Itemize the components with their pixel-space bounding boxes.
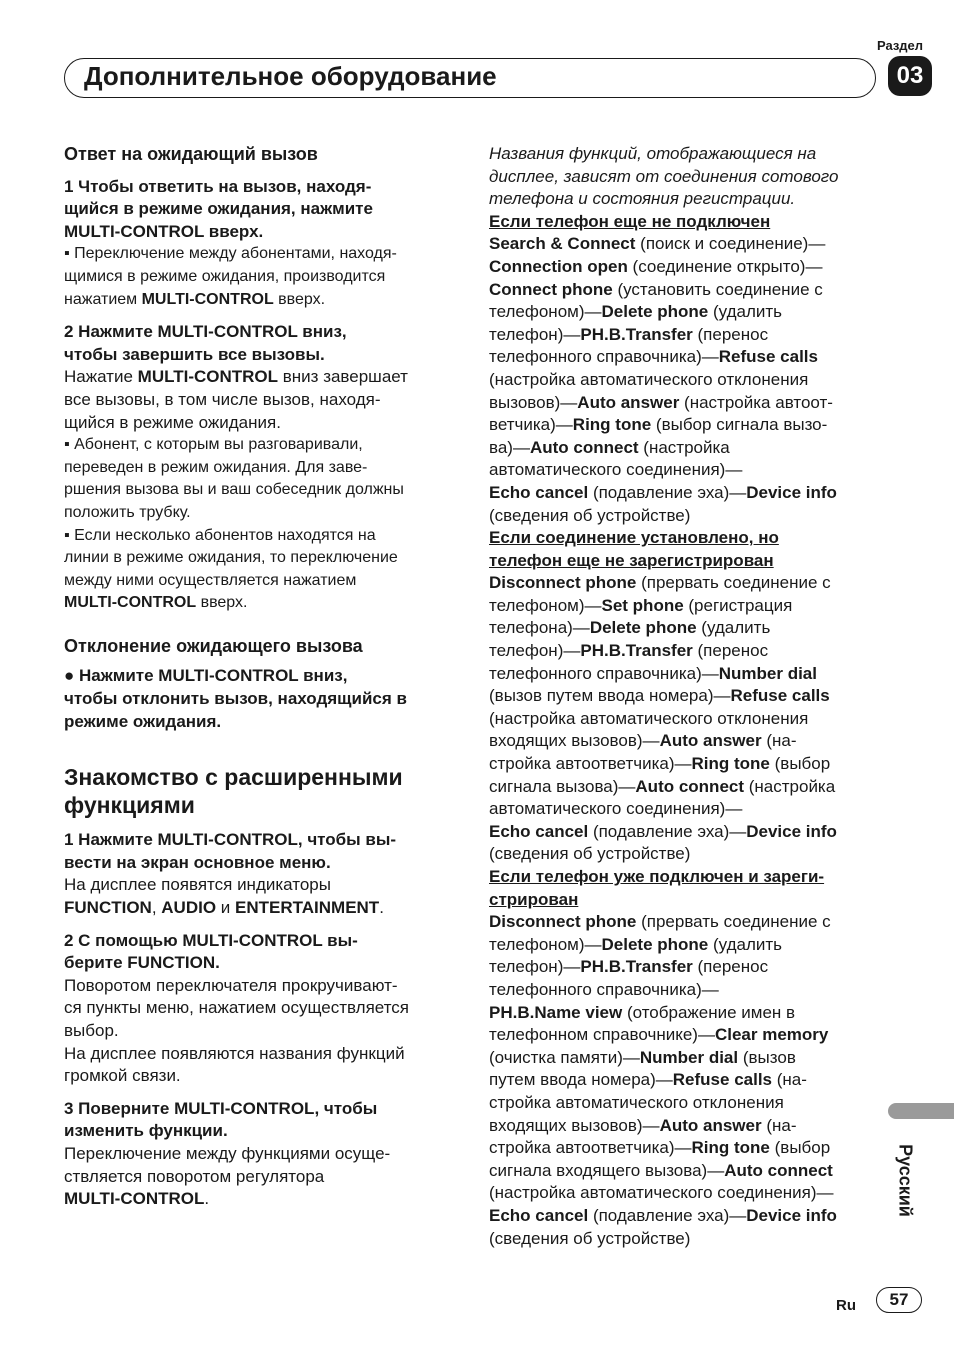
function-line: (настройка автоматического отклонения: [489, 708, 809, 728]
note-line: ршения вызова вы и ваш собеседник должны: [64, 481, 404, 499]
language-side-label: Русский: [895, 1144, 916, 1217]
step-line: вести на экран основное меню.: [64, 852, 331, 872]
function-line: Connection open (соединение открыто)—: [489, 256, 823, 276]
reject-step-line: ● Нажмите MULTI-CONTROL вниз,: [64, 666, 348, 686]
function-line: сигнала вызова)—Auto connect (настройка: [489, 776, 836, 796]
function-line: (сведения об устройстве): [489, 505, 691, 525]
function-line: телефоном)—Delete phone (удалить: [489, 302, 783, 322]
function-line: ва)—Auto connect (настройка: [489, 437, 730, 457]
page-number: 57: [876, 1287, 922, 1313]
heading-answer-waiting-call: Ответ на ожидающий вызов: [64, 144, 318, 164]
body-line: все вызовы, в том числе вызов, находя-: [64, 389, 381, 409]
note-line: между ними осуществляется нажатием: [64, 571, 357, 589]
function-line: (очистка памяти)—Number dial (вызов: [489, 1047, 796, 1067]
body-line: ствляется поворотом регулятора: [64, 1166, 325, 1186]
body-line: выбор.: [64, 1021, 119, 1040]
right-column: [489, 143, 889, 1250]
function-line: телефонного справочника)—Refuse calls: [489, 347, 818, 367]
function-line: стройка автоответчика)—Ring tone (выбор: [489, 1138, 831, 1158]
step-line: берите FUNCTION.: [64, 953, 220, 973]
function-line: (настройка автоматического соединения)—: [489, 1183, 834, 1203]
heading-advanced-functions: функциями: [64, 792, 195, 819]
function-line: Disconnect phone (прервать соединение с: [489, 912, 831, 932]
function-line: (настройка автоматического отклонения: [489, 369, 809, 389]
function-line: входящих вызовов)—Auto answer (на-: [489, 731, 797, 751]
step-line: изменить функции.: [64, 1121, 228, 1141]
function-line: PH.B.Name view (отображение имен в: [489, 1002, 796, 1022]
function-line: Search & Connect (поиск и соединение)—: [489, 234, 826, 254]
note-line: нажатием MULTI-CONTROL вверх.: [64, 290, 326, 308]
subheading-connected-not-registered: Если соединение установлено, но: [489, 528, 779, 548]
page-title: Дополнительное оборудование: [84, 61, 497, 91]
intro-line: телефона и состояния регистрации.: [489, 189, 796, 209]
note-line: щимися в режиме ожидания, производится: [64, 267, 386, 285]
function-line: телефоном)—Delete phone (удалить: [489, 934, 783, 954]
function-line: ветчика)—Ring tone (выбор сигнала вызо-: [489, 415, 828, 435]
body-line: Нажатие MULTI-CONTROL вниз завершает: [64, 367, 408, 387]
body-line: На дисплее появятся индикаторы: [64, 875, 331, 895]
step-line: 3 Поверните MULTI-CONTROL, чтобы: [64, 1098, 378, 1118]
reject-step-line: чтобы отклонить вызов, находящийся в: [64, 689, 407, 709]
function-line: телефона)—Delete phone (удалить: [489, 618, 771, 638]
note-line: положить трубку.: [64, 503, 191, 521]
step-1-line: 1 Чтобы ответить на вызов, находя-: [64, 176, 372, 196]
note-line: переведен в режим ожидания. Для заве-: [64, 458, 368, 476]
note-line: ▪ Переключение между абонентами, находя-: [64, 245, 397, 263]
body-line: громкой связи.: [64, 1066, 181, 1086]
function-line: стройка автоответчика)—Ring tone (выбор: [489, 754, 831, 774]
function-line: Echo cancel (подавление эха)—Device info: [489, 821, 837, 841]
subheading-connected-registered: Если телефон уже подключен и зареги-: [489, 867, 825, 886]
body-line: щийся в режиме ожидания.: [64, 412, 281, 432]
note-line: линии в режиме ожидания, то переключение: [64, 549, 398, 567]
body-line: ся пункты меню, нажатием осуществляется: [64, 998, 409, 1018]
note-line: MULTI-CONTROL вверх.: [64, 594, 248, 612]
function-line: входящих вызовов)—Auto answer (на-: [489, 1115, 797, 1135]
function-line: автоматического соединения)—: [489, 799, 743, 819]
language-code: Ru: [836, 1297, 856, 1314]
function-line: телефон)—PH.B.Transfer (перенос: [489, 641, 769, 661]
function-line: стройка автоматического отклонения: [489, 1092, 784, 1112]
function-line: телефонном справочнике)—Clear memory: [489, 1025, 829, 1045]
function-line: сигнала входящего вызова)—Auto connect: [489, 1160, 833, 1180]
body-line: На дисплее появляются названия функций: [64, 1043, 405, 1063]
step-1-line: MULTI-CONTROL вверх.: [64, 221, 264, 241]
function-line: телефон)—PH.B.Transfer (перенос: [489, 324, 769, 344]
body-line: MULTI-CONTROL.: [64, 1189, 210, 1209]
step-2-line: 2 Нажмите MULTI-CONTROL вниз,: [64, 322, 347, 342]
body-line: FUNCTION, AUDIO и ENTERTAINMENT.: [64, 898, 384, 918]
function-line: Connect phone (установить соединение с: [489, 279, 823, 299]
body-line: Переключение между функциями осуще-: [64, 1143, 391, 1163]
language-tab: [888, 1103, 954, 1119]
intro-line: дисплее, зависят от соединения сотового: [489, 166, 839, 186]
intro-line: Названия функций, отображающиеся на: [489, 144, 817, 163]
function-line: (сведения об устройстве): [489, 844, 691, 864]
step-2-line: чтобы завершить все вызовы.: [64, 344, 325, 364]
function-line: телефонного справочника)—Number dial: [489, 663, 817, 683]
note-line: ▪ Если несколько абонентов находятся на: [64, 526, 376, 544]
body-line: Поворотом переключателя прокручивают-: [64, 975, 398, 995]
step-line: 2 С помощью MULTI-CONTROL вы-: [64, 930, 358, 950]
function-line: телефонного справочника)—: [489, 979, 719, 999]
function-line: Echo cancel (подавление эха)—Device info: [489, 482, 837, 502]
subheading-connected-not-registered: телефон еще не зарегистрирован: [489, 550, 774, 570]
left-column: [64, 143, 464, 1211]
heading-advanced-functions: Знакомство с расширенными: [64, 764, 403, 791]
section-label: Раздел: [876, 38, 924, 53]
function-line: телефон)—PH.B.Transfer (перенос: [489, 957, 769, 977]
function-line: телефоном)—Set phone (регистрация: [489, 595, 793, 615]
subheading-connected-registered: стрирован: [489, 889, 579, 909]
step-1-line: щийся в режиме ожидания, нажмите: [64, 199, 373, 219]
function-line: путем ввода номера)—Refuse calls (на-: [489, 1070, 807, 1090]
section-number-badge: 03: [888, 56, 932, 96]
reject-step-line: режиме ожидания.: [64, 711, 222, 731]
function-line: вызовов)—Auto answer (настройка автоот-: [489, 392, 833, 412]
function-line: (вызов путем ввода номера)—Refuse calls: [489, 686, 830, 706]
function-line: Echo cancel (подавление эха)—Device info: [489, 1205, 837, 1225]
note-line: ▪ Абонент, с которым вы разговаривали,: [64, 436, 363, 454]
function-line: (сведения об устройстве): [489, 1228, 691, 1248]
subheading-not-connected: Если телефон еще не подключен: [489, 211, 771, 231]
function-line: Disconnect phone (прервать соединение с: [489, 573, 831, 593]
step-line: 1 Нажмите MULTI-CONTROL, чтобы вы-: [64, 830, 397, 850]
function-line: автоматического соединения)—: [489, 460, 743, 480]
heading-reject-waiting-call: Отклонение ожидающего вызова: [64, 635, 363, 656]
